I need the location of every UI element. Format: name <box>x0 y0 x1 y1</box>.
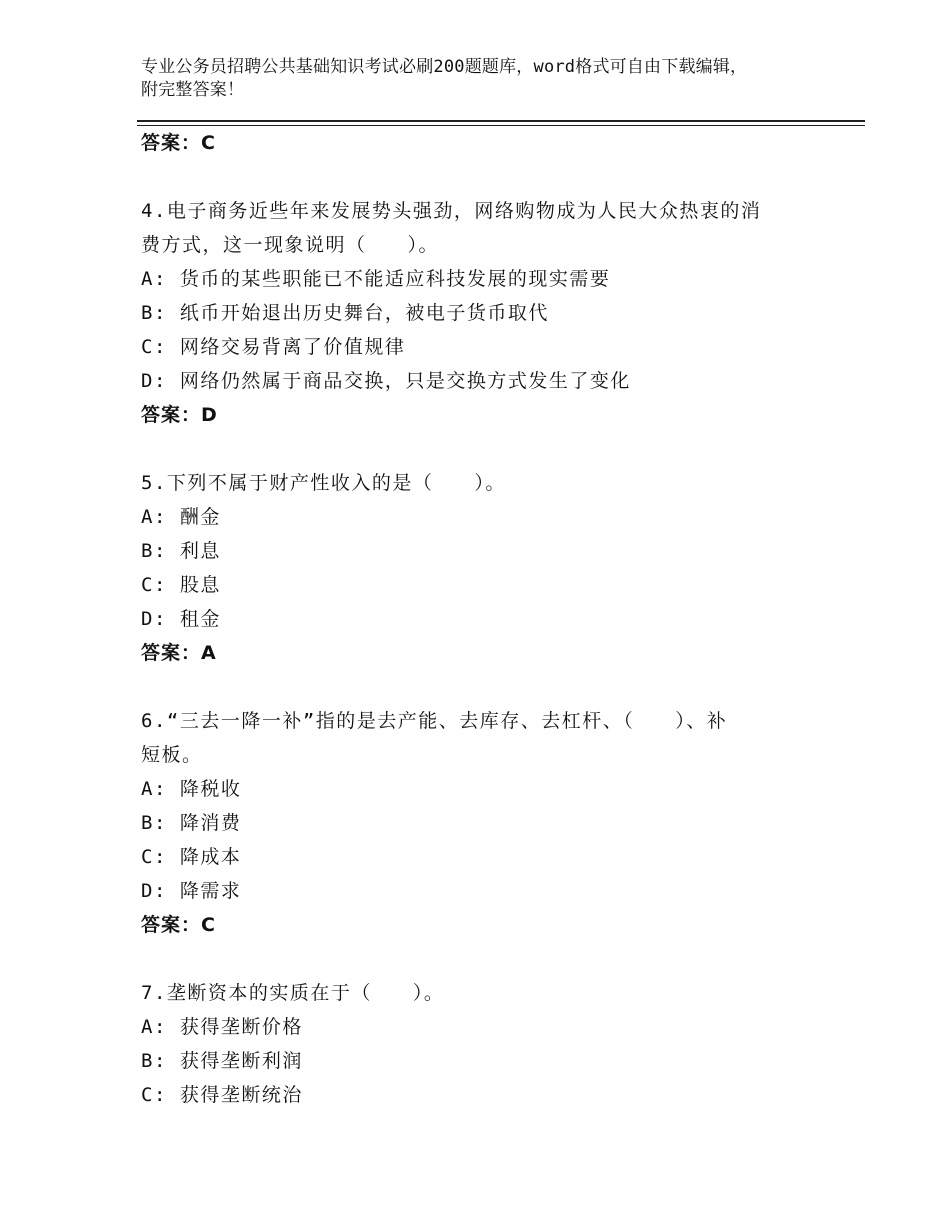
option-a: A: 降税收 <box>141 778 242 800</box>
option-b: B: 利息 <box>141 540 221 562</box>
answer-line: 答案：C <box>141 914 216 936</box>
answer-line: 答案：D <box>141 404 218 426</box>
option-a: A: 酬金 <box>141 506 221 528</box>
answer-line: 答案：C <box>141 132 216 154</box>
option-b: B: 获得垄断利润 <box>141 1050 303 1072</box>
option-c: C: 股息 <box>141 574 221 596</box>
question-stem: 4.电子商务近些年来发展势头强劲，网络购物成为人民大众热衷的消 <box>141 200 762 222</box>
answer-line: 答案：A <box>141 642 217 664</box>
option-c: C: 降成本 <box>141 846 242 868</box>
question-block <box>141 194 821 432</box>
option-d: D: 网络仍然属于商品交换，只是交换方式发生了变化 <box>141 370 631 392</box>
header-rule <box>137 120 865 122</box>
option-d: D: 租金 <box>141 608 221 630</box>
option-d: D: 降需求 <box>141 880 242 902</box>
question-block <box>141 466 821 670</box>
question-stem: 6.“三去一降一补”指的是去产能、去库存、去杠杆、（ ）、补 <box>141 710 728 732</box>
option-a: A: 货币的某些职能已不能适应科技发展的现实需要 <box>141 268 611 290</box>
question-stem: 7.垄断资本的实质在于（ ）。 <box>141 982 445 1004</box>
header-line-2: 附完整答案！ <box>141 80 245 100</box>
option-a: A: 获得垄断价格 <box>141 1016 303 1038</box>
question-stem-continued: 费方式，这一现象说明（ ）。 <box>141 234 440 256</box>
option-c: C: 获得垄断统治 <box>141 1084 303 1106</box>
question-stem: 5.下列不属于财产性收入的是（ ）。 <box>141 472 506 494</box>
option-c: C: 网络交易背离了价值规律 <box>141 336 406 358</box>
question-block <box>141 976 821 1112</box>
question-stem-continued: 短板。 <box>141 744 203 766</box>
option-b: B: 降消费 <box>141 812 242 834</box>
header-line-1: 专业公务员招聘公共基础知识考试必刷200题题库，word格式可自由下载编辑， <box>141 57 748 77</box>
option-b: B: 纸币开始退出历史舞台，被电子货币取代 <box>141 302 549 324</box>
question-list <box>141 126 821 1112</box>
document-header <box>141 56 821 102</box>
question-block <box>141 704 821 942</box>
